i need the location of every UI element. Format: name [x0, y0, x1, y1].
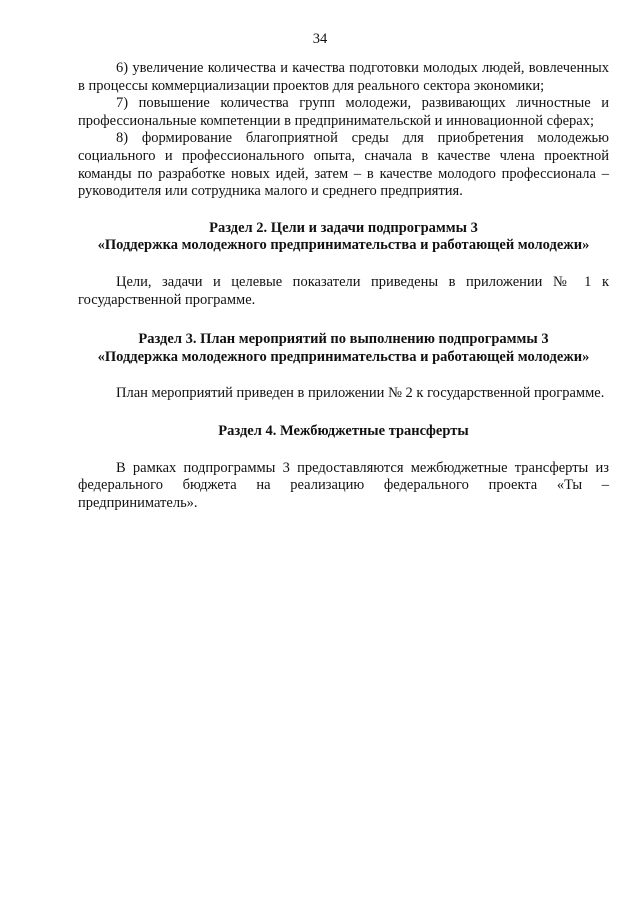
section-2-text: Цели, задачи и целевые показатели приведены в приложении № 1 к государственной программе. [78, 273, 609, 308]
document-body [78, 60, 609, 512]
section-2-heading [78, 220, 609, 255]
list-item-7: 7) повышение количества групп молодежи, развивающих личностные и профессиональные компетенции в предпринимательской и инновационной сферах; [78, 95, 609, 129]
list-item-6: 6) увеличение количества и качества подготовки молодых людей, вовлеченных в процессы коммерциализации проектов для реального сектора экономики; [78, 60, 609, 94]
section-4-text: В рамках подпрограммы 3 предоставляются межбюджетные трансферты из федерального бюджета на реализацию федерального проекта «Ты – предприниматель». [78, 459, 609, 511]
list-item-8: 8) формирование благоприятной среды для приобретения молодежью социального и профессионального опыта, сначала в качестве члена проектной команды по разработке новых идей, затем – в качестве молодого профессионала – руководителя или сотрудника малого и среднего предприятия. [78, 130, 609, 200]
section-3-text: План мероприятий приведен в приложении № 2 к государственной программе. [116, 385, 605, 402]
section-2-subtitle: «Поддержка молодежного предпринимательства и работающей молодежи» [97, 237, 590, 254]
section-3-subtitle: «Поддержка молодежного предпринимательства и работающей молодежи» [97, 348, 590, 365]
section-4-title: Раздел 4. Межбюджетные трансферты [218, 422, 469, 439]
section-3-title: Раздел 3. План мероприятий по выполнению подпрограммы 3 [138, 331, 549, 348]
section-3-heading [78, 331, 609, 366]
section-4-heading [78, 423, 609, 441]
page-number: 34 [312, 31, 328, 47]
section-2-title: Раздел 2. Цели и задачи подпрограммы 3 [209, 219, 478, 236]
